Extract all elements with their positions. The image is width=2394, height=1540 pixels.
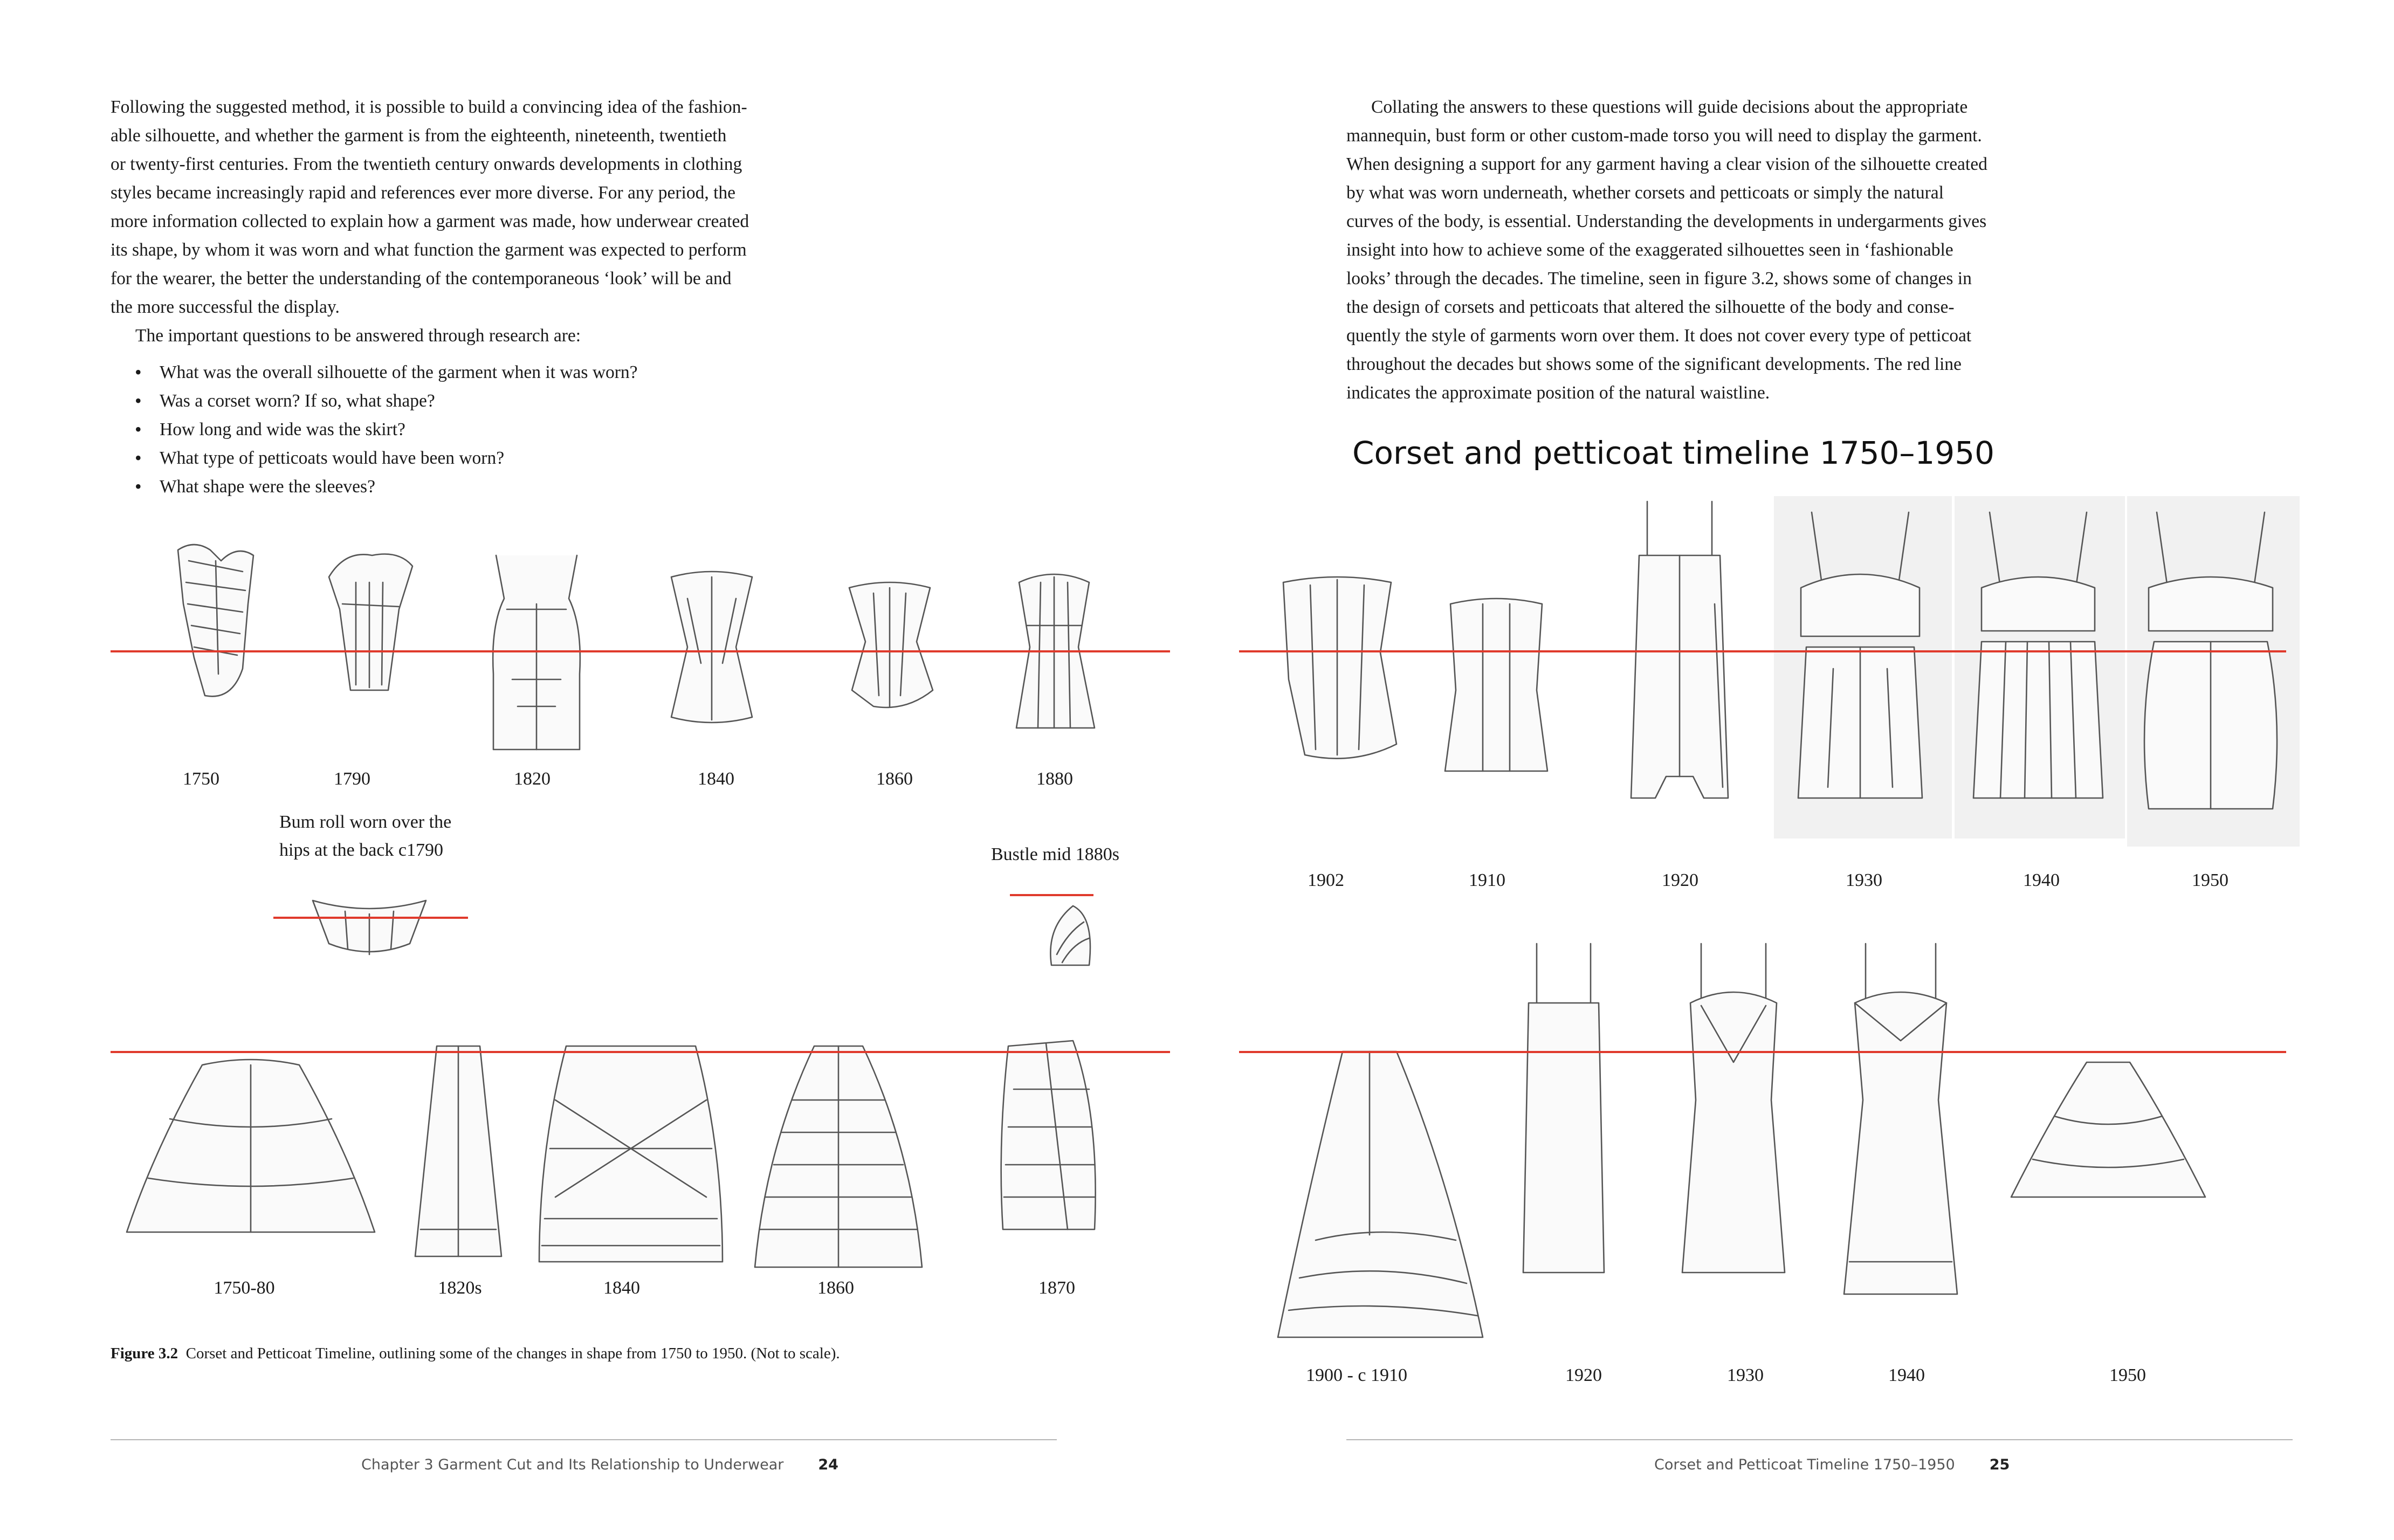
- corset-year-label: 1930: [1846, 870, 1882, 890]
- footer-rule: [1346, 1439, 2293, 1440]
- collating-paragraph: [1346, 93, 2112, 407]
- corset-1920-drawing: [1623, 496, 1736, 809]
- corset-1880-drawing: [1008, 566, 1100, 733]
- corset-1840-drawing: [666, 566, 758, 728]
- corset-year-label: 1910: [1469, 870, 1505, 890]
- paragraph-line: styles became increasingly rapid and references ever more diverse. For any period, the: [111, 183, 735, 203]
- page-number: 25: [1989, 1456, 2010, 1473]
- petticoat-1900-drawing: [1272, 1046, 1488, 1348]
- paragraph-line: curves of the body, is essential. Understanding the developments in undergarments gives: [1346, 211, 1987, 231]
- corset-1902-drawing: [1272, 572, 1407, 766]
- research-questions-list: [111, 358, 638, 501]
- corset-year-label: 1820: [514, 769, 551, 789]
- waistline-marker: [273, 917, 468, 919]
- slip-1920-drawing: [1515, 938, 1612, 1283]
- figure-caption: [111, 1345, 840, 1363]
- petticoat-1860-drawing: [749, 1041, 927, 1278]
- right-footer: [1654, 1456, 2010, 1473]
- petticoat-year-label: 1950: [2109, 1365, 2146, 1385]
- footer-rule: [111, 1439, 1057, 1440]
- list-item: • How long and wide was the skirt?: [111, 415, 638, 444]
- paragraph-line: throughout the decades but shows some of the significant developments. The red line: [1346, 354, 1962, 374]
- slip-1930-drawing: [1677, 938, 1790, 1283]
- corset-1950-drawing: [2135, 507, 2286, 836]
- paragraph-line: quently the style of garments worn over them. It does not cover every type of petticoat: [1346, 326, 1972, 346]
- corset-year-label: 1950: [2192, 870, 2228, 890]
- waistline-marker: [1239, 1051, 2286, 1053]
- corset-1860-drawing: [841, 577, 938, 712]
- questions-intro: The important questions to be answered through research are:: [135, 326, 581, 346]
- corset-year-label: 1940: [2023, 870, 2060, 890]
- bustle-drawing: [1041, 895, 1100, 971]
- corset-year-label: 1750: [183, 769, 219, 789]
- paragraph-line: mannequin, bust form or other custom-made torso you will need to display the garment.: [1346, 126, 1982, 146]
- list-item: • Was a corset worn? If so, what shape?: [111, 387, 638, 415]
- bum-roll-note: [279, 808, 451, 864]
- footer-chapter: Chapter 3 Garment Cut and Its Relationship to Underwear: [361, 1456, 784, 1473]
- petticoat-1870-drawing: [992, 1035, 1100, 1240]
- petticoat-year-label: 1820s: [438, 1278, 482, 1298]
- footer-title: Corset and Petticoat Timeline 1750–1950: [1654, 1456, 1955, 1473]
- caption-label: Figure 3.2: [111, 1345, 178, 1362]
- paragraph-line: looks’ through the decades. The timeline, seen in figure 3.2, shows some of changes in: [1346, 269, 1972, 288]
- petticoat-1840-drawing: [534, 1041, 728, 1273]
- corset-year-label: 1860: [876, 769, 913, 789]
- bum-roll-drawing: [307, 879, 431, 960]
- corset-year-label: 1880: [1036, 769, 1073, 789]
- corset-1940-drawing: [1968, 507, 2108, 830]
- list-item: • What shape were the sleeves?: [111, 472, 638, 501]
- slip-1940-drawing: [1839, 938, 1963, 1305]
- petticoat-year-label: 1930: [1727, 1365, 1764, 1385]
- note-line: Bum roll worn over the: [279, 812, 452, 832]
- waistline-marker: [1010, 894, 1093, 896]
- list-item: • What was the overall silhouette of the garment when it was worn?: [111, 358, 638, 387]
- petticoat-year-label: 1840: [603, 1278, 640, 1298]
- page-number: 24: [818, 1456, 838, 1473]
- corset-1790-drawing: [318, 545, 421, 701]
- paragraph-line: able silhouette, and whether the garment is from the eighteenth, nineteenth, twentieth: [111, 126, 727, 146]
- intro-paragraph: [111, 93, 865, 350]
- petticoat-1820s-drawing: [410, 1041, 507, 1267]
- corset-year-label: 1920: [1662, 870, 1698, 890]
- waistline-marker: [111, 650, 1170, 652]
- timeline-heading: Corset and petticoat timeline 1750–1950: [1352, 435, 1995, 471]
- waistline-marker: [1239, 650, 2286, 652]
- petticoat-1750-80-drawing: [121, 1054, 380, 1248]
- corset-year-label: 1840: [698, 769, 734, 789]
- petticoat-1950-drawing: [2006, 1057, 2211, 1213]
- corset-1750-drawing: [162, 539, 270, 706]
- corset-1820-drawing: [480, 545, 593, 755]
- paragraph-line: indicates the approximate position of the natural waistline.: [1346, 383, 1770, 403]
- waistline-marker: [111, 1051, 1170, 1053]
- paragraph-line: by what was worn underneath, whether corsets and petticoats or simply the natural: [1346, 183, 1944, 203]
- petticoat-year-label: 1920: [1565, 1365, 1602, 1385]
- petticoat-year-label: 1900 - c 1910: [1306, 1365, 1407, 1385]
- paragraph-line: Collating the answers to these questions will guide decisions about the appropriate: [1371, 97, 1968, 117]
- paragraph-line: the more successful the display.: [111, 297, 340, 317]
- note-line: hips at the back c1790: [279, 840, 444, 860]
- petticoat-year-label: 1860: [817, 1278, 854, 1298]
- corset-1910-drawing: [1440, 593, 1553, 782]
- petticoat-year-label: 1750-80: [214, 1278, 275, 1298]
- paragraph-line: the design of corsets and petticoats that altered the silhouette of the body and conse-: [1346, 297, 1955, 317]
- paragraph-line: or twenty-first centuries. From the twentieth century onwards developments in clothing: [111, 154, 742, 174]
- corset-year-label: 1790: [334, 769, 370, 789]
- bustle-note: Bustle mid 1880s: [991, 844, 1120, 864]
- paragraph-line: its shape, by whom it was worn and what function the garment was expected to perform: [111, 240, 747, 260]
- corset-1930-drawing: [1790, 507, 1930, 830]
- paragraph-line: for the wearer, the better the understanding of the contemporaneous ‘look’ will be and: [111, 269, 732, 288]
- paragraph-line: Following the suggested method, it is possible to build a convincing idea of the fashion-: [111, 97, 747, 117]
- paragraph-line: more information collected to explain how a garment was made, how underwear created: [111, 211, 749, 231]
- left-footer: [361, 1456, 838, 1473]
- caption-text: Corset and Petticoat Timeline, outlining some of the changes in shape from 1750 to 1950. (Not to scale).: [185, 1345, 840, 1362]
- paragraph-line: insight into how to achieve some of the exaggerated silhouettes seen in ‘fashionable: [1346, 240, 1953, 260]
- paragraph-line: When designing a support for any garment having a clear vision of the silhouette created: [1346, 154, 1987, 174]
- petticoat-year-label: 1940: [1888, 1365, 1925, 1385]
- petticoat-year-label: 1870: [1038, 1278, 1075, 1298]
- corset-year-label: 1902: [1308, 870, 1344, 890]
- list-item: • What type of petticoats would have been worn?: [111, 444, 638, 472]
